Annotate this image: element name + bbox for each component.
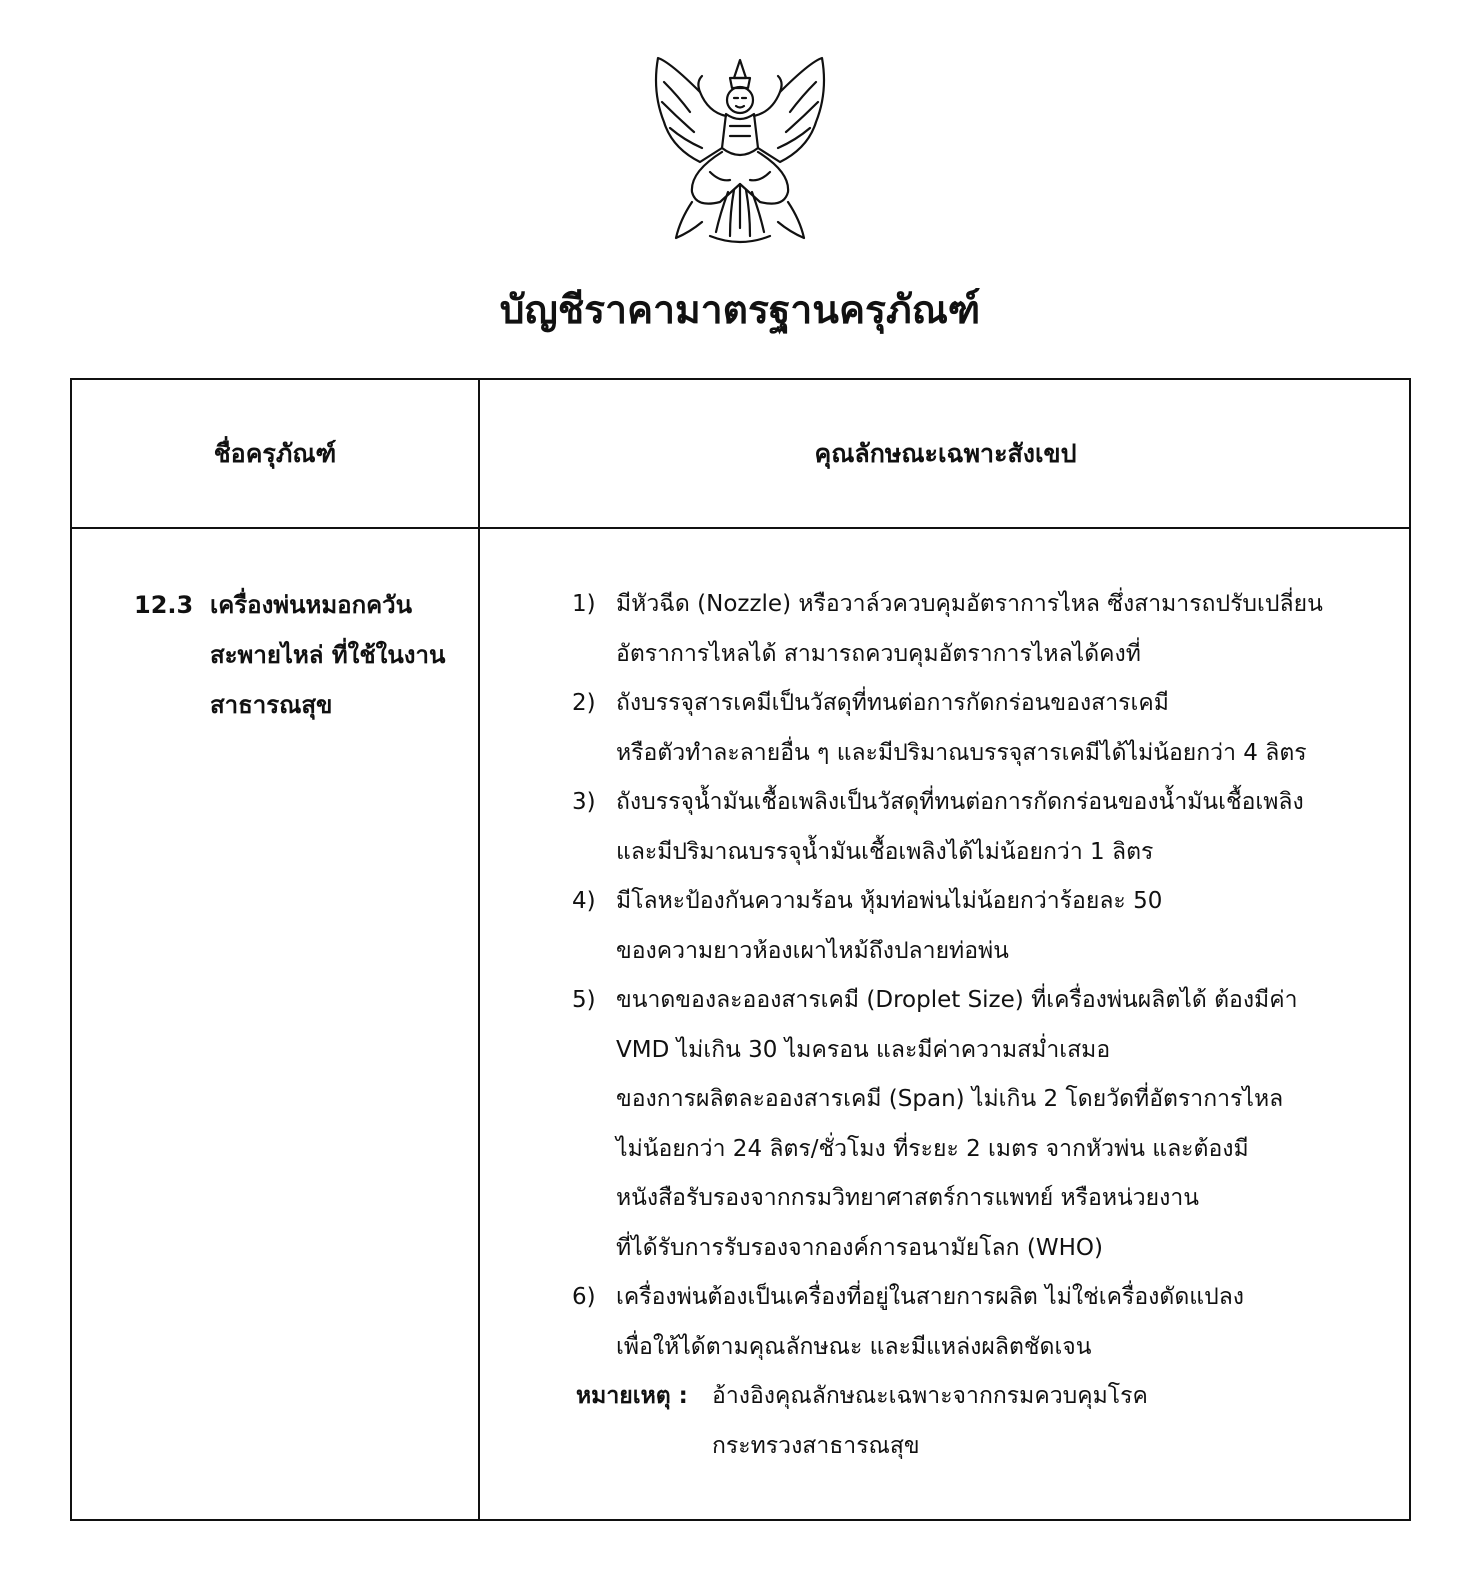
spec-item [572,679,1402,778]
spec-text: ขนาดของละอองสารเคมี (Droplet Size) ที่เครื่องพ่นผลิตได้ ต้องมีค่า VMD ไม่เกิน 30 ไมครอน และมีค่าความสม่ำเสมอ ของการผลิตละอองสารเคมี (Span) ไม่เกิน 2 โดยวัดที่อัตราการไหล ไม่น้อยกว่า 24 ลิตร/ชั่วโมง ที่ระยะ 2 เมตร จากหัวพ่น และต้องมี หนังสือรับรองจากกรมวิทยาศาสตร์การแพทย์ หรือหน่วยงาน ที่ได้รับการรับรองจากองค์การอนามัยโลก (WHO) [616,987,1298,1261]
spec-number: 1) [572,591,596,617]
remark-text: อ้างอิงคุณลักษณะเฉพาะจากกรมควบคุมโรค กระทรวงสาธารณสุข [712,1383,1148,1459]
item-name: เครื่องพ่นหมอกควันสะพายไหล่ ที่ใช้ในงานสาธารณสุข [210,591,446,719]
remark [576,1372,1402,1471]
spec-number: 2) [572,690,596,716]
spec-item [572,580,1402,679]
specification-cell [572,580,1402,1471]
spec-text: มีโลหะป้องกันความร้อน หุ้มท่อพ่นไม่น้อยกว่าร้อยละ 50 ของความยาวห้องเผาไหม้ถึงปลายท่อพ่น [616,888,1163,964]
document-title: บัญชีราคามาตรฐานครุภัณฑ์ [499,288,981,333]
spec-text: เครื่องพ่นต้องเป็นเครื่องที่อยู่ในสายการผลิต ไม่ใช่เครื่องดัดแปลง เพื่อให้ได้ตามคุณลักษณะ และมีแหล่งผลิตชัดเจน [616,1284,1245,1360]
header-specification: คุณลักษณะเฉพาะสังเขป [814,438,1077,468]
spec-item [572,976,1402,1273]
header-item-name: ชื่อครุภัณฑ์ [213,438,337,468]
spec-number: 6) [572,1284,596,1310]
spec-number: 5) [572,987,596,1013]
header-divider [72,527,1409,529]
item-number: 12.3 [134,591,194,619]
spec-text: มีหัวฉีด (Nozzle) หรือวาล์วควบคุมอัตราการไหล ซึ่งสามารถปรับเปลี่ยน อัตราการไหลได้ สามารถควบคุมอัตราการไหลได้คงที่ [616,591,1323,667]
spec-number: 3) [572,789,596,815]
garuda-emblem-icon [650,52,830,252]
spec-text: ถังบรรจุน้ำมันเชื้อเพลิงเป็นวัสดุที่ทนต่อการกัดกร่อนของน้ำมันเชื้อเพลิง และมีปริมาณบรรจุน้ำมันเชื้อเพลิงได้ไม่น้อยกว่า 1 ลิตร [616,789,1304,865]
item-name-cell [134,580,474,730]
spec-item [572,778,1402,877]
spec-item [572,877,1402,976]
spec-number: 4) [572,888,596,914]
remark-label: หมายเหตุ : [576,1383,688,1409]
spec-table [70,378,1411,1521]
spec-item [572,1273,1402,1372]
column-divider [478,380,480,1519]
spec-text: ถังบรรจุสารเคมีเป็นวัสดุที่ทนต่อการกัดกร่อนของสารเคมี หรือตัวทำละลายอื่น ๆ และมีปริมาณบรรจุสารเคมีได้ไม่น้อยกว่า 4 ลิตร [616,690,1307,766]
